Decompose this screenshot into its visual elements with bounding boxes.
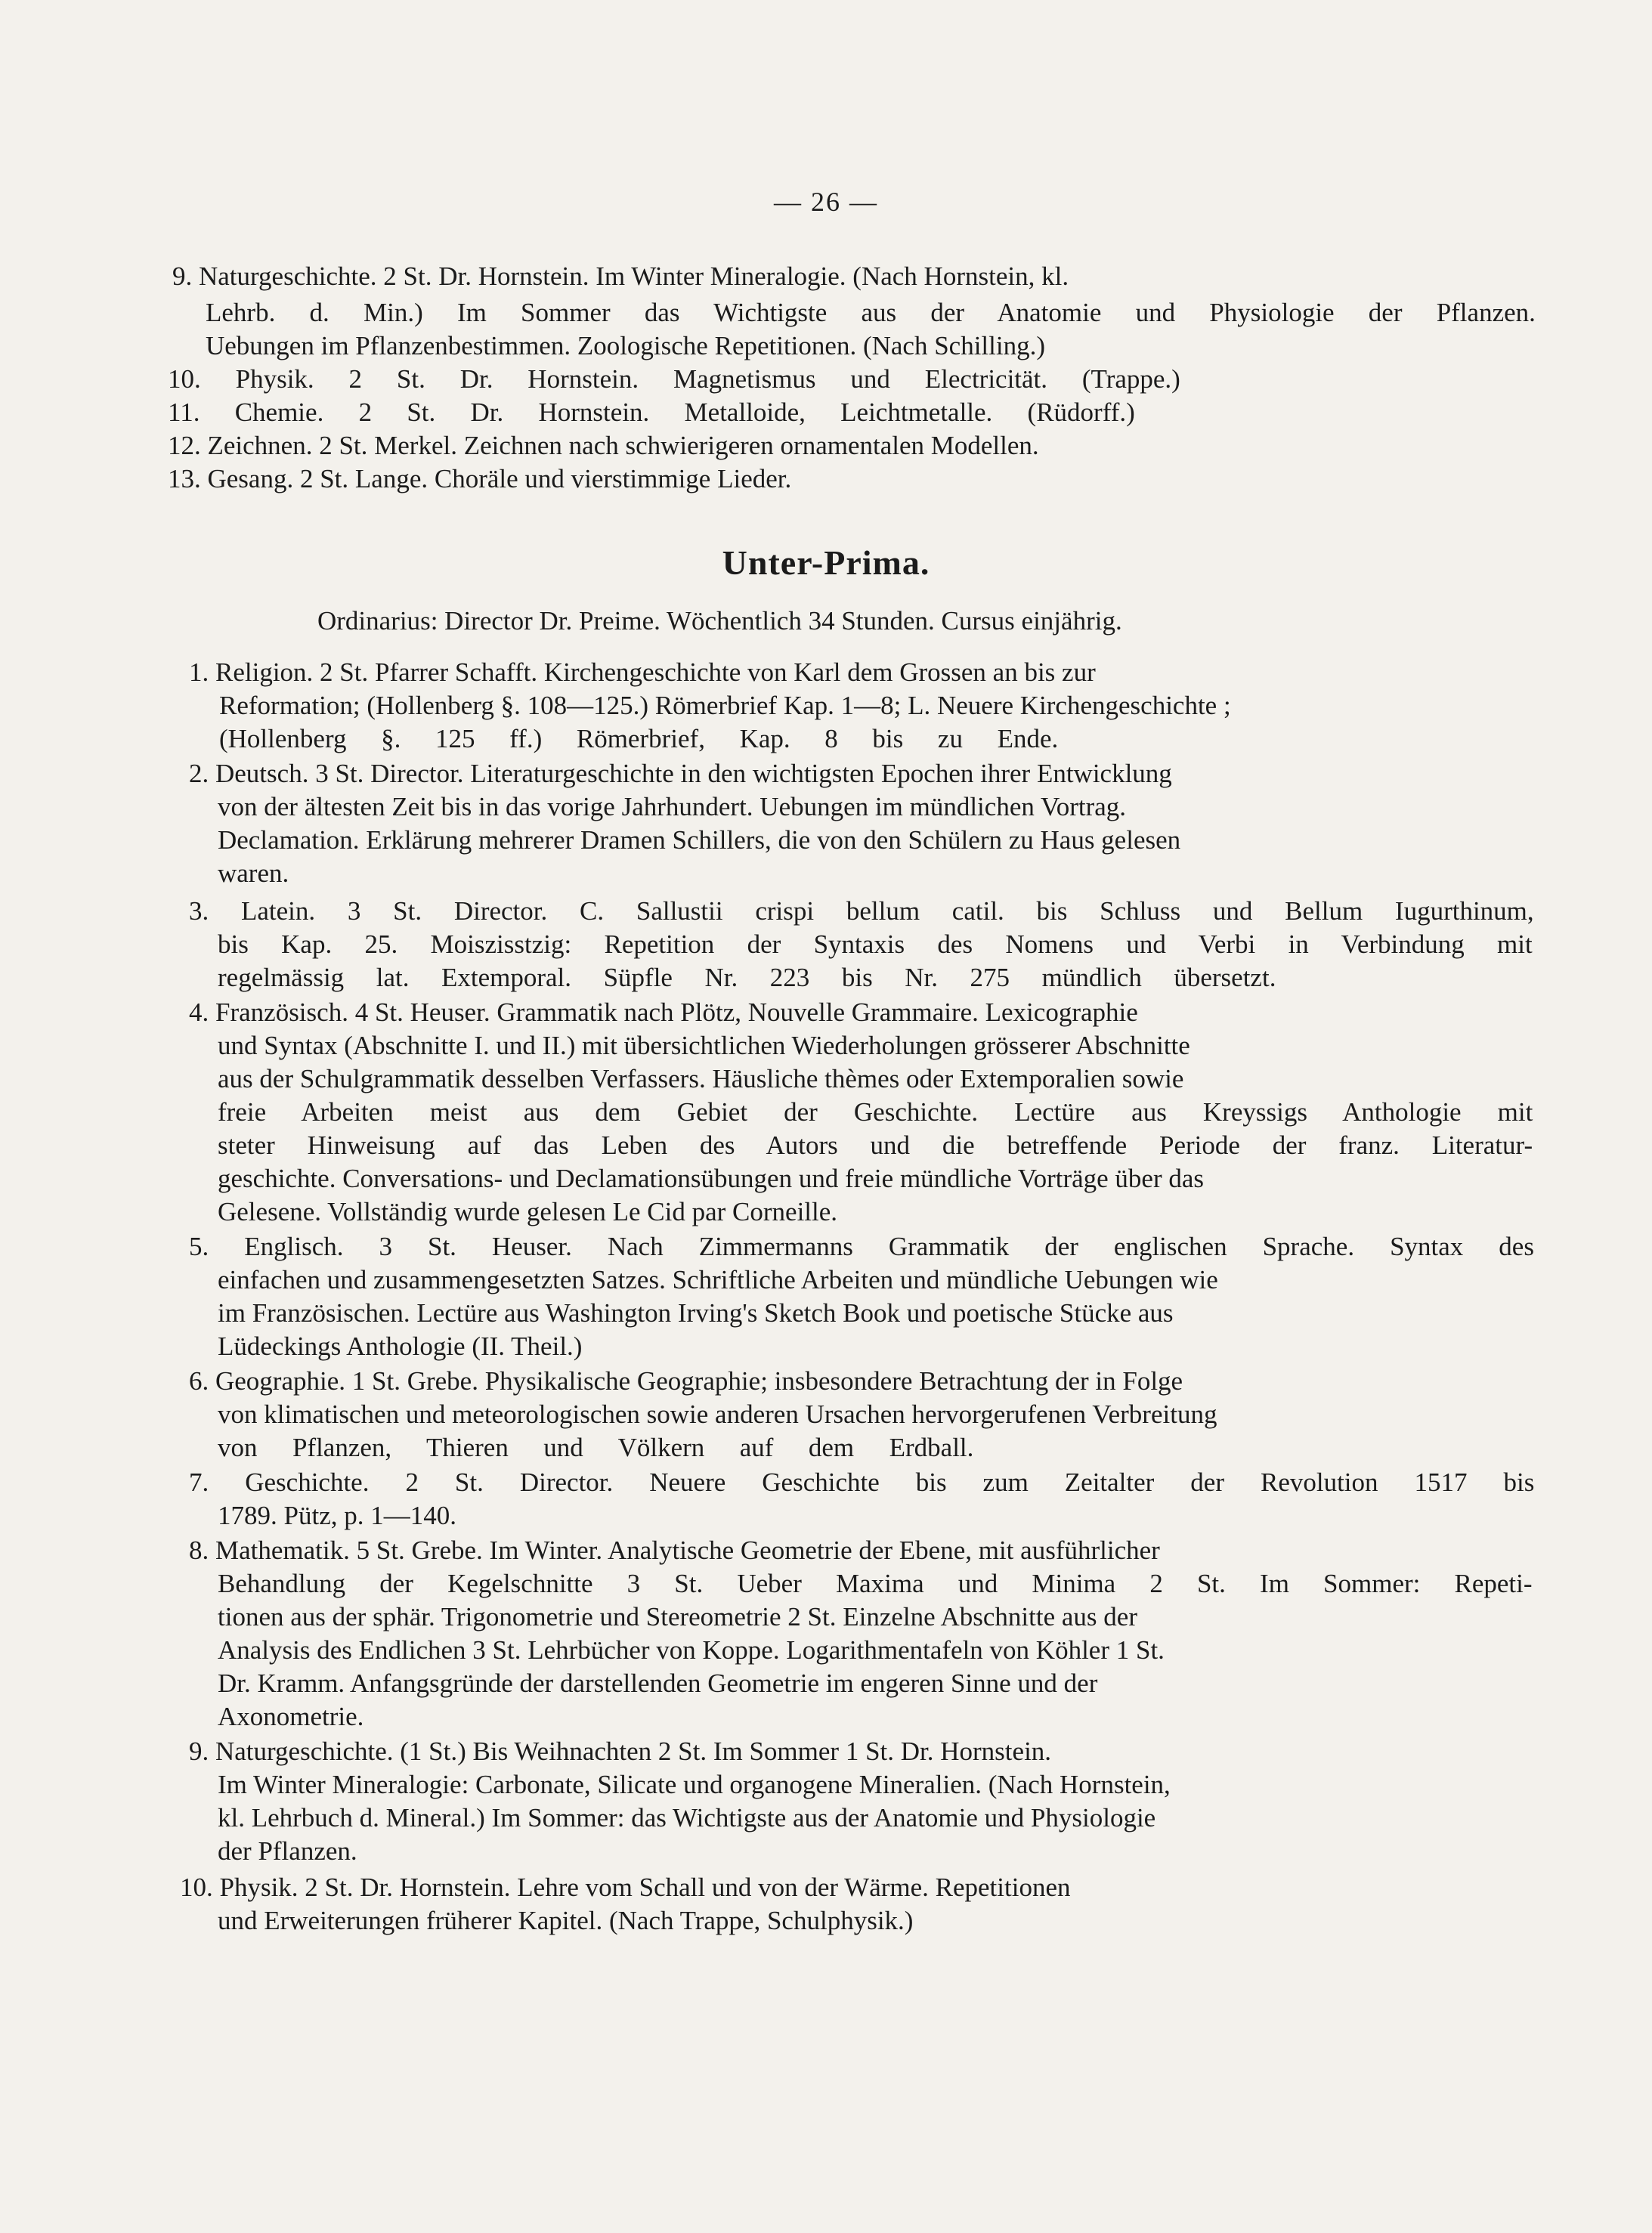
text-line: Lehrb. d. Min.) Im Sommer das Wichtigste aus der Anatomie und Physiologie der Pflanzen. (206, 298, 1536, 327)
text-line: kl. Lehrbuch d. Mineral.) Im Sommer: das Wichtigste aus der Anatomie und Physiologie (218, 1803, 1156, 1832)
text-line: 2. Deutsch. 3 St. Director. Literaturgeschichte in den wichtigsten Epochen ihrer Entwicklung (189, 759, 1172, 788)
text-line: Analysis des Endlichen 3 St. Lehrbücher von Koppe. Logarithmentafeln von Köhler 1 St. (218, 1635, 1165, 1665)
text-line: 7. Geschichte. 2 St. Director. Neuere Geschichte bis zum Zeitalter der Revolution 1517 bis (189, 1468, 1535, 1497)
text-line: Lüdeckings Anthologie (II. Theil.) (218, 1331, 583, 1361)
text-line: 10. Physik. 2 St. Dr. Hornstein. Magnetismus und Electricität. (Trappe.) (168, 364, 1180, 394)
text-line: tionen aus der sphär. Trigonometrie und Stereometrie 2 St. Einzelne Abschnitte aus der (218, 1602, 1137, 1631)
text-line: 3. Latein. 3 St. Director. C. Sallustii crispi bellum catil. bis Schluss und Bellum Iugurthinum, (189, 896, 1534, 926)
text-line: 6. Geographie. 1 St. Grebe. Physikalische Geographie; insbesondere Betrachtung der in Folge (189, 1366, 1183, 1396)
text-line: von der ältesten Zeit bis in das vorige Jahrhundert. Uebungen im mündlichen Vortrag. (218, 792, 1127, 821)
page-number: — 26 — (774, 187, 878, 217)
text-line: 9. Naturgeschichte. (1 St.) Bis Weihnachten 2 St. Im Sommer 1 St. Dr. Hornstein. (189, 1737, 1052, 1766)
text-line: 4. Französisch. 4 St. Heuser. Grammatik nach Plötz, Nouvelle Grammaire. Lexicographie (189, 997, 1138, 1027)
text-line: 9. Naturgeschichte. 2 St. Dr. Hornstein. Im Winter Mineralogie. (Nach Hornstein, kl. (172, 261, 1069, 291)
text-line: Axonometrie. (218, 1702, 364, 1731)
text-line: waren. (218, 858, 289, 888)
text-line: Reformation; (Hollenberg §. 108—125.) Römerbrief Kap. 1—8; L. Neuere Kirchengeschichte ; (219, 691, 1231, 720)
text-line: Behandlung der Kegelschnitte 3 St. Ueber Maxima und Minima 2 St. Im Sommer: Repeti- (218, 1569, 1533, 1598)
text-line: steter Hinweisung auf das Leben des Autors und die betreffende Periode der franz. Literatur- (218, 1130, 1533, 1160)
text-line: 10. Physik. 2 St. Dr. Hornstein. Lehre vom Schall und von der Wärme. Repetitionen (180, 1873, 1071, 1902)
text-line: (Hollenberg §. 125 ff.) Römerbrief, Kap. 8 bis zu Ende. (219, 724, 1059, 753)
text-line: und Erweiterungen früherer Kapitel. (Nach Trappe, Schulphysik.) (218, 1906, 914, 1935)
text-line: 13. Gesang. 2 St. Lange. Choräle und vierstimmige Lieder. (168, 464, 792, 493)
text-line: von klimatischen und meteorologischen sowie anderen Ursachen hervorgerufenen Verbreitung (218, 1399, 1217, 1429)
text-line: der Pflanzen. (218, 1836, 357, 1866)
text-line: Declamation. Erklärung mehrerer Dramen Schillers, die von den Schülern zu Haus gelesen (218, 825, 1181, 855)
text-line: 11. Chemie. 2 St. Dr. Hornstein. Metalloide, Leichtmetalle. (Rüdorff.) (168, 397, 1135, 427)
text-line: Gelesene. Vollständig wurde gelesen Le Cid par Corneille. (218, 1197, 838, 1226)
text-line: 1. Religion. 2 St. Pfarrer Schafft. Kirchengeschichte von Karl dem Grossen an bis zur (189, 657, 1096, 687)
text-line: geschichte. Conversations- und Declamationsübungen und freie mündliche Vorträge über das (218, 1164, 1205, 1193)
text-line: 5. Englisch. 3 St. Heuser. Nach Zimmermanns Grammatik der englischen Sprache. Syntax des (189, 1232, 1534, 1261)
section-title: Unter-Prima. (722, 543, 930, 582)
text-line: einfachen und zusammengesetzten Satzes. Schriftliche Arbeiten und mündliche Uebungen wie (218, 1265, 1218, 1294)
text-line: Ordinarius: Director Dr. Preime. Wöchentlich 34 Stunden. Cursus einjährig. (317, 606, 1122, 636)
text-line: 8. Mathematik. 5 St. Grebe. Im Winter. Analytische Geometrie der Ebene, mit ausführlicher (189, 1536, 1160, 1565)
text-line: 12. Zeichnen. 2 St. Merkel. Zeichnen nach schwierigeren ornamentalen Modellen. (168, 431, 1039, 460)
text-line: im Französischen. Lectüre aus Washington Irving's Sketch Book und poetische Stücke aus (218, 1298, 1174, 1328)
text-line: bis Kap. 25. Moiszisstzig: Repetition der Syntaxis des Nomens und Verbi in Verbindung mit (218, 929, 1533, 959)
text-line: Im Winter Mineralogie: Carbonate, Silicate und organogene Mineralien. (Nach Hornstein, (218, 1770, 1171, 1799)
text-line: Dr. Kramm. Anfangsgründe der darstellenden Geometrie im engeren Sinne und der (218, 1669, 1098, 1698)
text-line: aus der Schulgrammatik desselben Verfassers. Häusliche thèmes oder Extemporalien sowie (218, 1064, 1184, 1093)
text-line: und Syntax (Abschnitte I. und II.) mit übersichtlichen Wiederholungen grösserer Abschnitte (218, 1031, 1190, 1060)
text-line: von Pflanzen, Thieren und Völkern auf dem Erdball. (218, 1433, 974, 1462)
text-line: Uebungen im Pflanzenbestimmen. Zoologische Repetitionen. (Nach Schilling.) (206, 331, 1045, 360)
text-line: freie Arbeiten meist aus dem Gebiet der Geschichte. Lectüre aus Kreyssigs Anthologie mit (218, 1097, 1533, 1127)
text-line: regelmässig lat. Extemporal. Süpfle Nr. 223 bis Nr. 275 mündlich übersetzt. (218, 963, 1276, 992)
text-line: 1789. Pütz, p. 1—140. (218, 1501, 456, 1530)
